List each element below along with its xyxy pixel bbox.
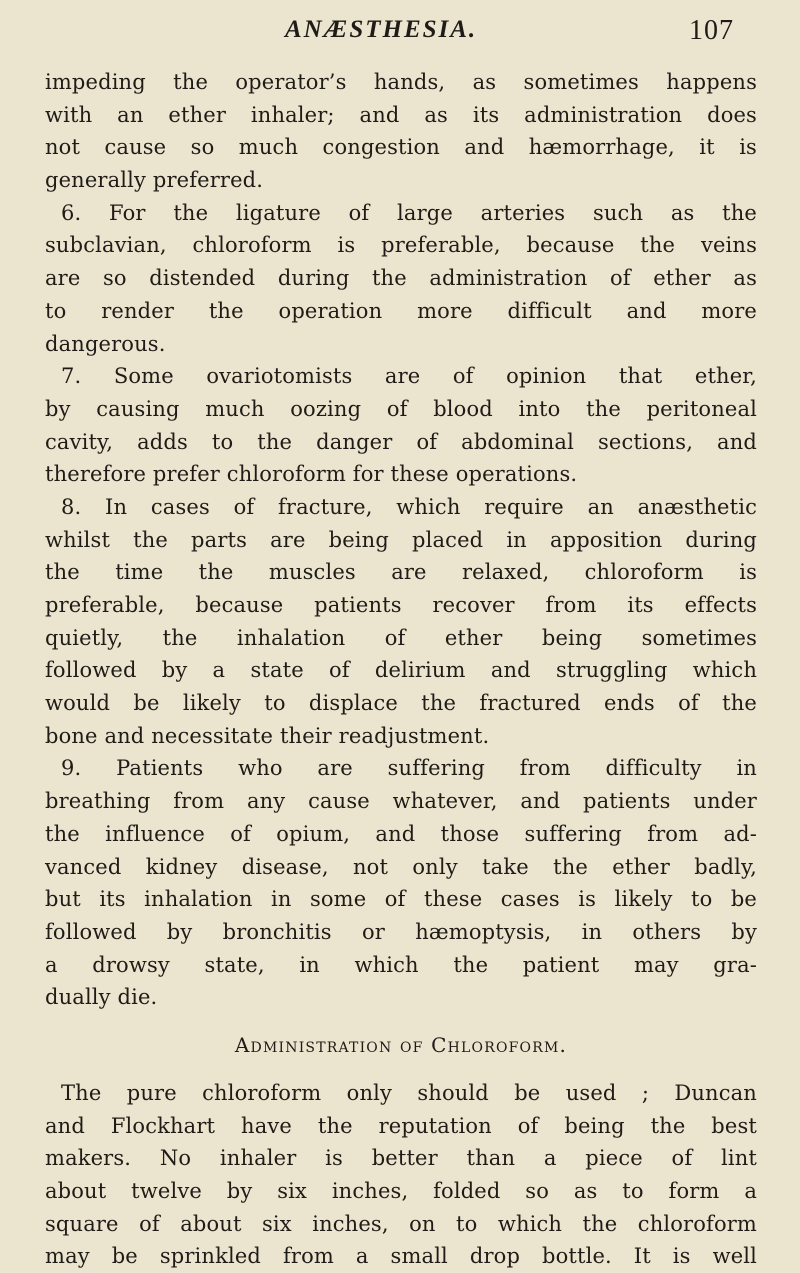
- paragraph-item-8: [45, 491, 757, 753]
- text-line: the influence of opium, and those suffering from ad-: [45, 821, 757, 846]
- text-line: may be sprinkled from a small drop bottle. It is well: [45, 1244, 757, 1269]
- text-line: are so distended during the administration of ether as: [45, 266, 757, 291]
- text-line: cavity, adds to the danger of abdominal sections, and: [45, 429, 757, 454]
- text-line: 9. Patients who are suffering from difficulty in: [61, 756, 757, 781]
- paragraph-continuation: [45, 66, 757, 197]
- text-line: The pure chloroform only should be used ; Duncan: [61, 1080, 757, 1105]
- text-line: followed by a state of delirium and struggling which: [45, 658, 757, 683]
- text-line: would be likely to displace the fractured ends of the: [45, 691, 757, 716]
- text-line: bone and necessitate their readjustment.: [45, 723, 490, 748]
- paragraph-item-6: [45, 197, 757, 360]
- text-line: makers. No inhaler is better than a piece of lint: [45, 1146, 757, 1171]
- text-line: and Flockhart have the reputation of being the best: [45, 1113, 757, 1138]
- text-line: not cause so much congestion and hæmorrhage, it is: [45, 135, 757, 160]
- text-line: dangerous.: [45, 331, 166, 356]
- text-line: whilst the parts are being placed in apposition during: [45, 527, 757, 552]
- text-line: preferable, because patients recover from its effects: [45, 593, 757, 617]
- text-line: vanced kidney disease, not only take the ether badly,: [45, 854, 757, 879]
- running-title: ANÆSTHESIA.: [285, 16, 478, 43]
- text-line: to render the operation more difficult and more: [45, 298, 757, 323]
- text-line: impeding the operator’s hands, as sometimes happens: [45, 70, 757, 94]
- text-line: but its inhalation in some of these cases is likely to be: [45, 887, 757, 912]
- text-line: quietly, the inhalation of ether being sometimes: [45, 625, 757, 650]
- text-line: with an ether inhaler; and as its administration does: [45, 102, 757, 127]
- running-head: [0, 16, 800, 50]
- text-line: therefore prefer chloroform for these operations.: [45, 462, 578, 487]
- section-heading: Administration of Chloroform.: [234, 1032, 568, 1057]
- paragraph-administration: [45, 1077, 757, 1273]
- text-line: generally preferred.: [45, 168, 264, 193]
- heading-spacer: [45, 1064, 757, 1077]
- body-text: [45, 66, 757, 1273]
- text-line: 7. Some ovariotomists are of opinion that ether,: [61, 364, 757, 389]
- text-line: square of about six inches, on to which the chloroform: [45, 1211, 757, 1236]
- text-line: by causing much oozing of blood into the peritoneal: [45, 396, 757, 421]
- text-line: followed by bronchitis or hæmoptysis, in others by: [45, 919, 757, 944]
- text-line: subclavian, chloroform is preferable, because the veins: [45, 233, 757, 258]
- text-line: 8. In cases of fracture, which require an anæsthetic: [61, 494, 757, 519]
- paragraph-item-9: [45, 752, 757, 1014]
- text-line: about twelve by six inches, folded so as to form a: [45, 1179, 757, 1203]
- text-line: breathing from any cause whatever, and patients under: [45, 789, 757, 814]
- text-line: 6. For the ligature of large arteries such as the: [61, 200, 757, 225]
- text-line: dually die.: [45, 985, 158, 1010]
- page-number: 107: [689, 15, 734, 46]
- text-line: a drowsy state, in which the patient may gra-: [45, 952, 757, 977]
- text-line: the time the muscles are relaxed, chloroform is: [45, 560, 757, 585]
- paragraph-item-7: [45, 360, 757, 491]
